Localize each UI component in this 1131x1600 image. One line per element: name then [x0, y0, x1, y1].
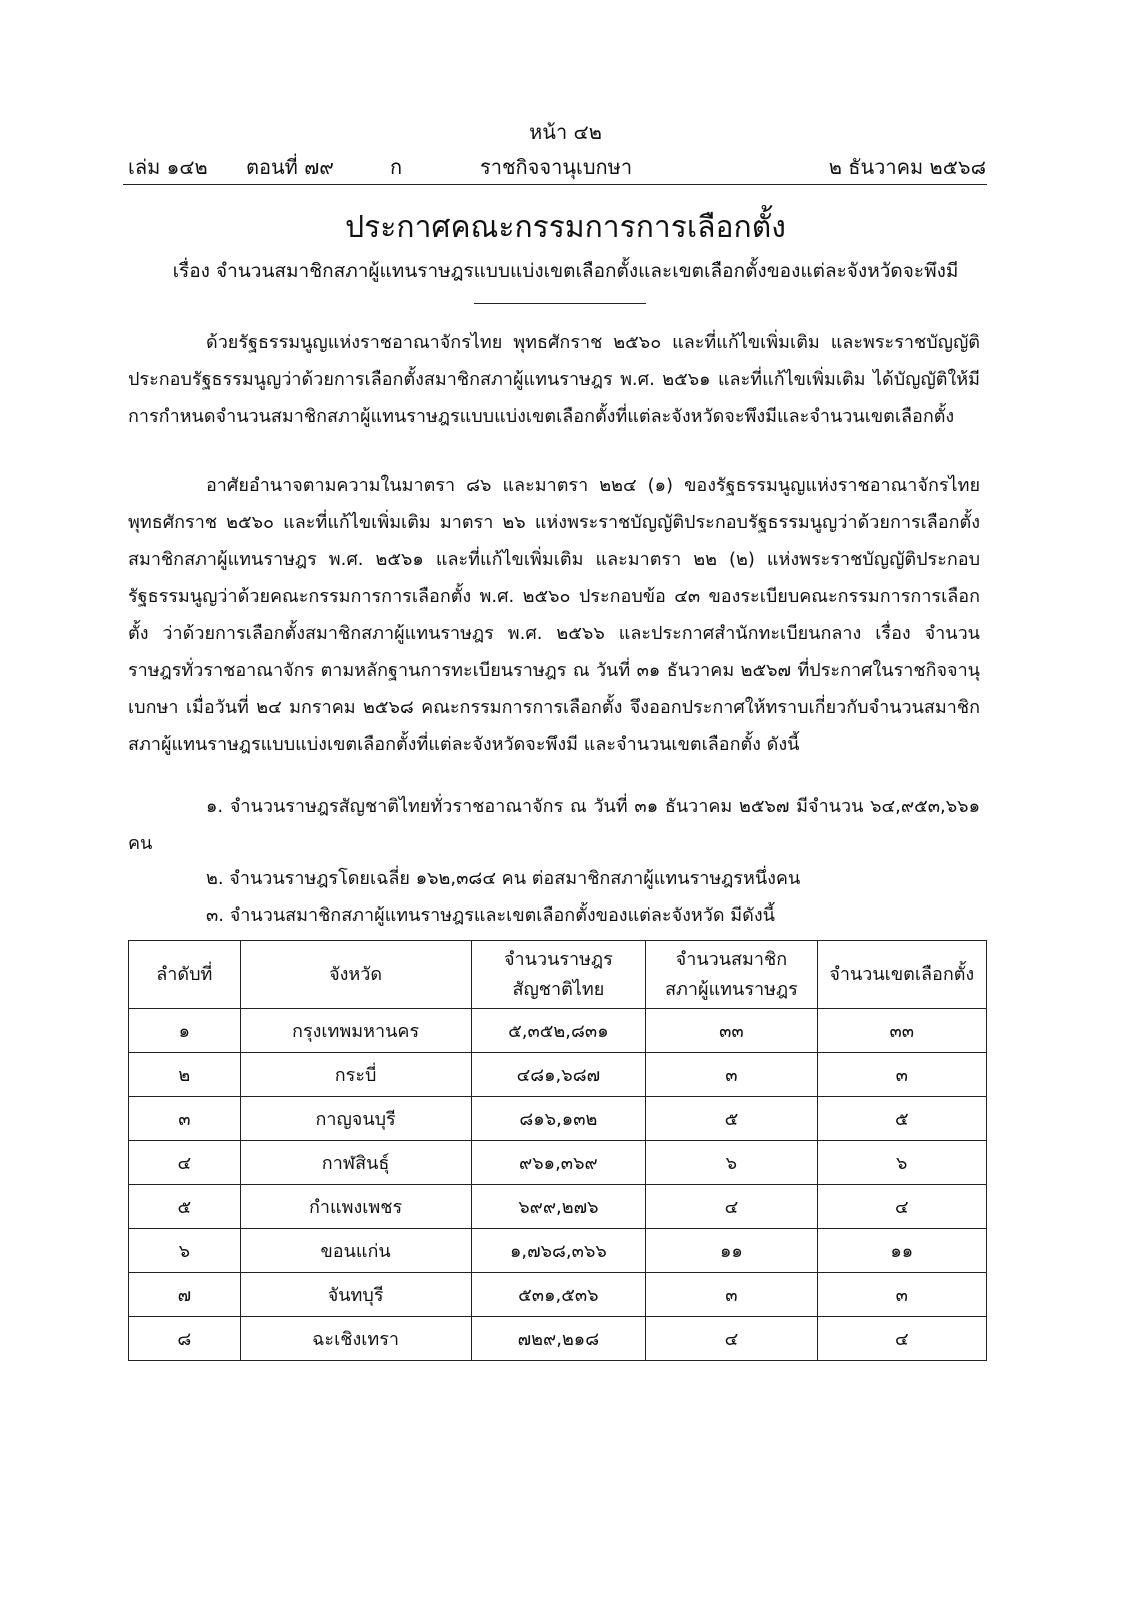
- header-members: [646, 941, 817, 1009]
- cell-province: กาฬสินธุ์: [240, 1141, 471, 1185]
- publication-date: ๒ ธันวาคม ๒๕๖๘: [828, 155, 986, 179]
- cell-districts: ๕: [817, 1097, 986, 1141]
- cell-members: ๔: [646, 1317, 817, 1361]
- header-population-line1: จำนวนราษฎร: [504, 948, 613, 970]
- table-row: [129, 1097, 987, 1141]
- document-title: ประกาศคณะกรรมการการเลือกตั้ง: [345, 210, 786, 245]
- cell-population: ๖๙๙,๒๗๖: [471, 1185, 646, 1229]
- cell-members: ๓: [646, 1053, 817, 1097]
- cell-population: ๙๖๑,๓๖๙: [471, 1141, 646, 1185]
- cell-province: กาญจนบุรี: [240, 1097, 471, 1141]
- header-divider: [123, 184, 987, 185]
- section-label: ก: [390, 155, 403, 179]
- cell-districts: ๓: [817, 1053, 986, 1097]
- table-row: [129, 1053, 987, 1097]
- title-divider: [474, 303, 646, 304]
- province-table: [128, 940, 987, 1361]
- cell-members: ๑๑: [646, 1229, 817, 1273]
- paragraph-item-3: ๓. จำนวนสมาชิกสภาผู้แทนราษฎรและเขตเลือกตั้งของแต่ละจังหวัด มีดังนี้: [206, 905, 775, 926]
- table-row: [129, 1317, 987, 1361]
- cell-population: ๑,๗๖๘,๓๖๖: [471, 1229, 646, 1273]
- table-header-row: [129, 941, 987, 1009]
- cell-province: กระบี่: [240, 1053, 471, 1097]
- cell-order: ๖: [129, 1229, 241, 1273]
- header-province: จังหวัด: [240, 941, 471, 1009]
- cell-population: ๔๘๑,๖๘๗: [471, 1053, 646, 1097]
- cell-members: ๔: [646, 1185, 817, 1229]
- header-population-line2: สัญชาติไทย: [512, 978, 605, 1000]
- cell-order: ๑: [129, 1009, 241, 1053]
- table-row: [129, 1273, 987, 1317]
- issue-label: ตอนที่ ๗๙: [246, 155, 334, 179]
- cell-members: ๖: [646, 1141, 817, 1185]
- table-row: [129, 1009, 987, 1053]
- cell-province: จันทบุรี: [240, 1273, 471, 1317]
- cell-order: ๘: [129, 1317, 241, 1361]
- paragraph-authority: อาศัยอำนาจตามความในมาตรา ๘๖ และมาตรา ๒๒๔ (๑) ของรัฐธรรมนูญแห่งราชอาณาจักรไทย พุทธศักราช ๒๕๖๐ และที่แก้ไขเพิ่มเติม มาตรา ๒๖ แห่งพระราชบัญญัติประกอบรัฐธรรมนูญว่าด้วยการเลือกตั้งสมาชิกสภาผู้แทนราษฎร พ.ศ. ๒๕๖๑ และที่แก้ไขเพิ่มเติม และมาตรา ๒๒ (๒) แห่งพระราชบัญญัติประกอบรัฐธรรมนูญว่าด้วยคณะกรรมการการเลือกตั้ง พ.ศ. ๒๕๖๐ ประกอบข้อ ๔๓ ของระเบียบคณะกรรมการการเลือกตั้ง ว่าด้วยการเลือกตั้งสมาชิกสภาผู้แทนราษฎร พ.ศ. ๒๕๖๖ และประกาศสำนักทะเบียนกลาง เรื่อง จำนวนราษฎรทั่วราชอาณาจักร ตามหลักฐานการทะเบียนราษฎร ณ วันที่ ๓๑ ธันวาคม ๒๕๖๗ ที่ประกาศในราชกิจจานุเบกษา เมื่อวันที่ ๒๔ มกราคม ๒๕๖๘ คณะกรรมการการเลือกตั้ง จึงออกประกาศให้ทราบเกี่ยวกับจำนวนสมาชิกสภาผู้แทนราษฎรแบบแบ่งเขตเลือกตั้งที่แต่ละจังหวัดจะพึงมี และจำนวนเขตเลือกตั้ง ดังนี้: [128, 475, 980, 755]
- cell-districts: ๔: [817, 1317, 986, 1361]
- document-subject: เรื่อง จำนวนสมาชิกสภาผู้แทนราษฎรแบบแบ่งเขตเลือกตั้งและเขตเลือกตั้งของแต่ละจังหวัดจะพึงมี: [172, 260, 959, 282]
- cell-population: ๘๑๖,๑๓๒: [471, 1097, 646, 1141]
- header-districts: จำนวนเขตเลือกตั้ง: [817, 941, 986, 1009]
- header-members-line1: จำนวนสมาชิก: [675, 948, 788, 970]
- header-members-line2: สภาผู้แทนราษฎร: [665, 978, 798, 1000]
- table-row: [129, 1185, 987, 1229]
- table-row: [129, 1141, 987, 1185]
- header-population: [471, 941, 646, 1009]
- cell-districts: ๑๑: [817, 1229, 986, 1273]
- page-number: หน้า ๔๒: [529, 120, 602, 144]
- cell-order: ๗: [129, 1273, 241, 1317]
- cell-order: ๕: [129, 1185, 241, 1229]
- table-row: [129, 1229, 987, 1273]
- paragraph-item-1: ๑. จำนวนราษฎรสัญชาติไทยทั่วราชอาณาจักร ณ วันที่ ๓๑ ธันวาคม ๒๕๖๗ มีจำนวน ๖๔,๙๕๓,๖๖๑ คน: [128, 796, 980, 854]
- gazette-name: ราชกิจจานุเบกษา: [480, 155, 633, 179]
- cell-members: ๕: [646, 1097, 817, 1141]
- cell-order: ๔: [129, 1141, 241, 1185]
- cell-order: ๓: [129, 1097, 241, 1141]
- paragraph-item-2: ๒. จำนวนราษฎรโดยเฉลี่ย ๑๖๒,๓๘๔ คน ต่อสมาชิกสภาผู้แทนราษฎรหนึ่งคน: [206, 868, 801, 889]
- cell-province: กรุงเทพมหานคร: [240, 1009, 471, 1053]
- cell-districts: ๔: [817, 1185, 986, 1229]
- header-order: ลำดับที่: [129, 941, 241, 1009]
- cell-province: ขอนแก่น: [240, 1229, 471, 1273]
- volume-label: เล่ม ๑๔๒: [128, 155, 208, 179]
- cell-members: ๓๓: [646, 1009, 817, 1053]
- gazette-header: [128, 152, 986, 182]
- cell-population: ๕๓๑,๕๓๖: [471, 1273, 646, 1317]
- paragraph-preamble: ด้วยรัฐธรรมนูญแห่งราชอาณาจักรไทย พุทธศักราช ๒๕๖๐ และที่แก้ไขเพิ่มเติม และพระราชบัญญัติประกอบรัฐธรรมนูญว่าด้วยการเลือกตั้งสมาชิกสภาผู้แทนราษฎร พ.ศ. ๒๕๖๑ และที่แก้ไขเพิ่มเติม ได้บัญญัติให้มีการกำหนดจำนวนสมาชิกสภาผู้แทนราษฎรแบบแบ่งเขตเลือกตั้งที่แต่ละจังหวัดจะพึงมีและจำนวนเขตเลือกตั้ง: [128, 332, 980, 427]
- cell-districts: ๖: [817, 1141, 986, 1185]
- cell-province: ฉะเชิงเทรา: [240, 1317, 471, 1361]
- cell-members: ๓: [646, 1273, 817, 1317]
- cell-population: ๕,๓๕๒,๘๓๑: [471, 1009, 646, 1053]
- cell-population: ๗๒๙,๒๑๘: [471, 1317, 646, 1361]
- cell-districts: ๓: [817, 1273, 986, 1317]
- cell-districts: ๓๓: [817, 1009, 986, 1053]
- cell-province: กำแพงเพชร: [240, 1185, 471, 1229]
- cell-order: ๒: [129, 1053, 241, 1097]
